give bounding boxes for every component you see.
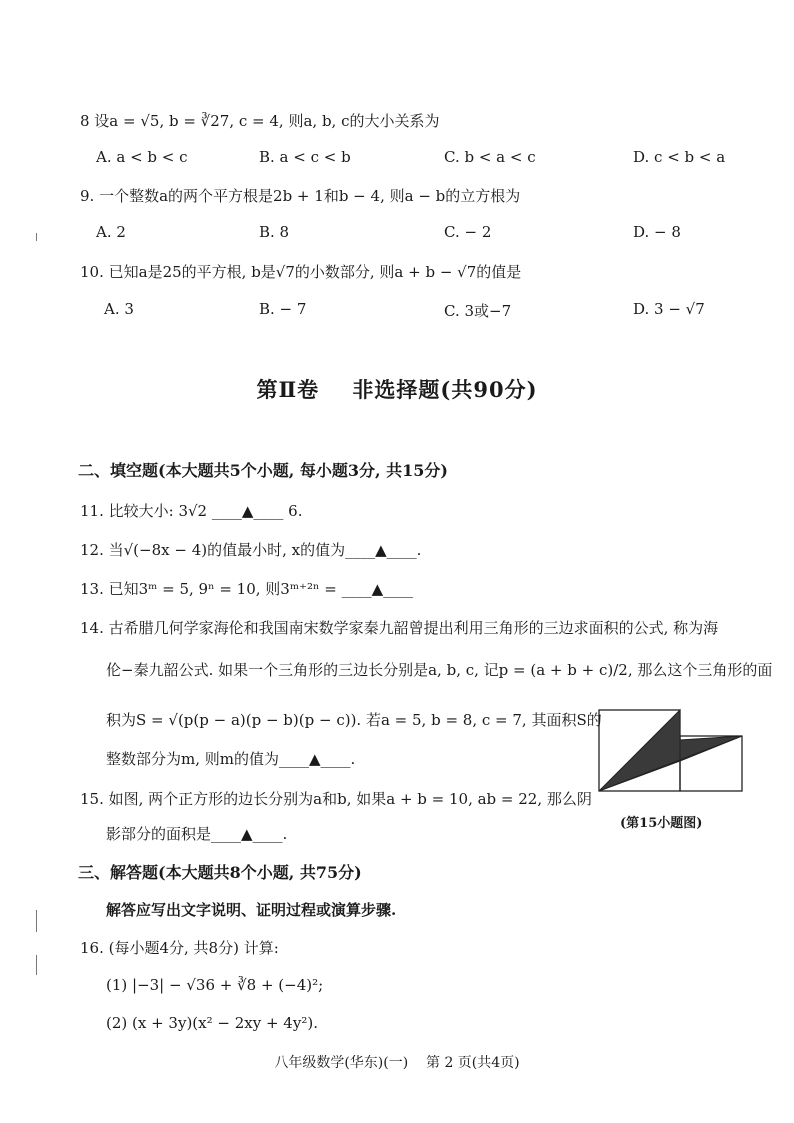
question-15-line-1: 15. 如图, 两个正方形的边长分别为a和b, 如果a + b = 10, ab = 22, 那么阴	[80, 790, 592, 808]
question-14-line-1: 14. 古希腊几何学家海伦和我国南宋数学家秦九韶曾提出利用三角形的三边求面积的公式, 称为海	[80, 619, 719, 637]
question-16-part-1: (1) |−3| − √36 + ∛8 + (−4)²;	[106, 976, 324, 994]
solve-heading: 三、解答题(本大题共8个小题, 共75分)	[78, 863, 362, 882]
q9-option-a: A. 2	[96, 223, 126, 241]
question-14-line-2: 伦−秦九韶公式. 如果一个三角形的三边长分别是a, b, c, 记p = (a + b + c)/2, 那么这个三角形的面	[106, 661, 773, 679]
page-footer: 八年级数学(华东)(一) 第 2 页(共4页)	[274, 1055, 520, 1071]
q9-option-b: B. 8	[259, 223, 290, 241]
fill-blank-heading: 二、填空题(本大题共5个小题, 每小题3分, 共15分)	[78, 461, 448, 480]
solve-instruction: 解答应写出文字说明、证明过程或演算步骤.	[106, 901, 397, 919]
question-14-line-4: 整数部分为m, 则m的值为____▲____.	[106, 750, 356, 768]
q8-option-c: C. b < a < c	[444, 148, 536, 166]
question-9: 9. 一个整数a的两个平方根是2b + 1和b − 4, 则a − b的立方根为	[80, 187, 521, 205]
q10-option-c: C. 3或−7	[444, 302, 512, 320]
question-12: 12. 当√(−8x − 4)的值最小时, x的值为____▲____.	[80, 541, 422, 559]
question-16: 16. (每小题4分, 共8分) 计算:	[80, 939, 279, 957]
question-13: 13. 已知3ᵐ = 5, 9ⁿ = 10, 则3ᵐ⁺²ⁿ = ____▲____	[80, 580, 414, 598]
two-squares-figure	[598, 706, 748, 792]
question-15-line-2: 影部分的面积是____▲____.	[106, 825, 288, 843]
question-8: 8 设a = √5, b = ∛27, c = 4, 则a, b, c的大小关系为	[80, 112, 440, 130]
margin-mark	[36, 955, 37, 975]
q8-option-b: B. a < c < b	[259, 148, 351, 166]
section-title: 第Ⅱ卷 非选择题(共90分)	[256, 377, 538, 402]
question-16-part-2: (2) (x + 3y)(x² − 2xy + 4y²).	[106, 1014, 318, 1032]
question-14-line-3: 积为S = √(p(p − a)(p − b)(p − c)). 若a = 5, b = 8, c = 7, 其面积S的	[106, 711, 602, 729]
q9-option-d: D. − 8	[633, 223, 681, 241]
q8-option-d: D. c < b < a	[633, 148, 726, 166]
q8-option-a: A. a < b < c	[96, 148, 188, 166]
figure-caption: (第15小题图)	[620, 816, 703, 831]
q10-option-b: B. − 7	[259, 300, 307, 318]
margin-mark	[36, 910, 37, 932]
q9-option-c: C. − 2	[444, 223, 492, 241]
q10-option-a: A. 3	[104, 300, 134, 318]
question-10: 10. 已知a是25的平方根, b是√7的小数部分, 则a + b − √7的值是	[80, 263, 522, 281]
margin-mark	[36, 233, 37, 241]
q10-option-d: D. 3 − √7	[633, 300, 705, 318]
question-11: 11. 比较大小: 3√2 ____▲____ 6.	[80, 502, 303, 520]
